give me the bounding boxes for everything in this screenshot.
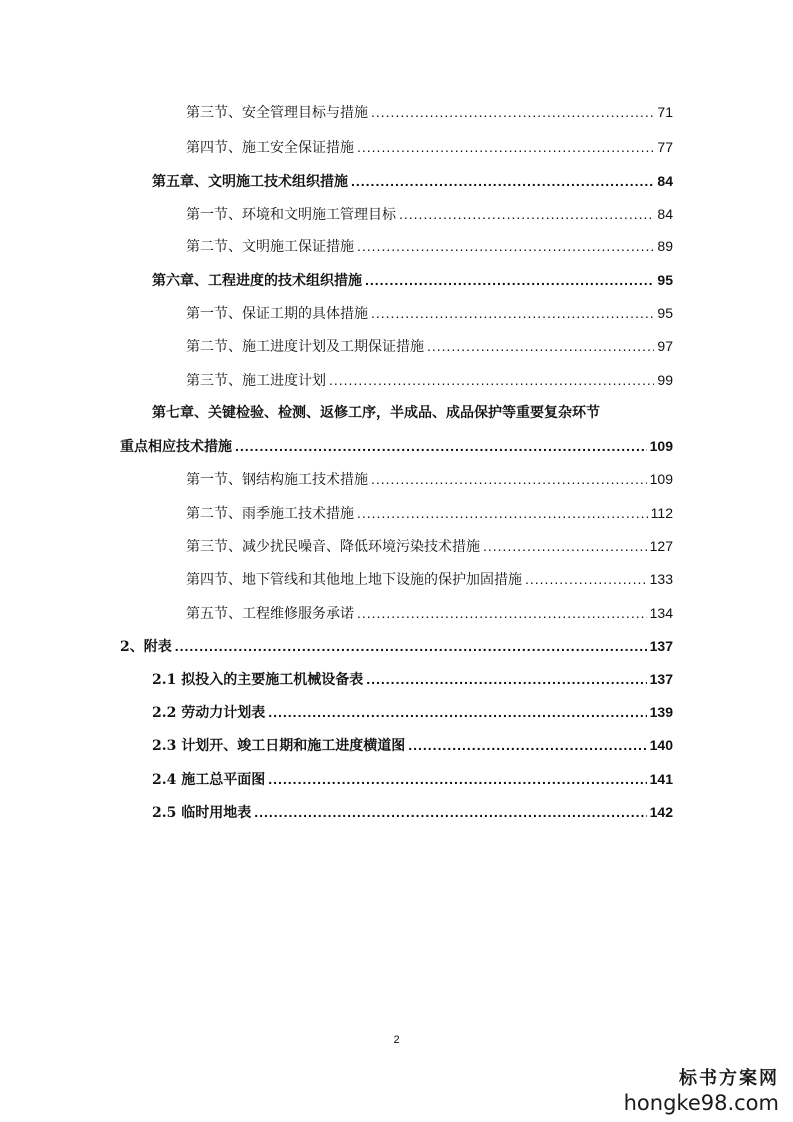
toc-entry-label: 2.4 施工总平面图 xyxy=(152,772,266,788)
dot-leader xyxy=(351,169,654,193)
toc-entry-page: 109 xyxy=(649,438,673,454)
watermark-cn: 标书方案网 xyxy=(679,1068,779,1089)
toc-entry-label: 第四节、地下管线和其他地上地下设施的保护加固措施 xyxy=(186,572,522,588)
toc-entry-page: 77 xyxy=(657,139,673,155)
toc-entry-label: 第五节、工程维修服务承诺 xyxy=(186,606,354,622)
toc-appendix-entry[interactable] xyxy=(120,634,673,658)
toc-entry-page: 127 xyxy=(649,538,673,554)
dot-leader xyxy=(427,334,654,358)
dot-leader xyxy=(357,135,654,159)
toc-entry-page: 137 xyxy=(649,638,673,654)
dot-leader xyxy=(357,234,654,258)
dot-leader xyxy=(235,434,647,458)
toc-entry-label: 第六章、工程进度的技术组织措施 xyxy=(152,273,362,289)
toc-appendix-item[interactable] xyxy=(152,667,673,691)
toc-entry[interactable] xyxy=(186,501,673,525)
toc-entry[interactable] xyxy=(186,601,673,625)
dot-leader xyxy=(175,634,647,658)
dot-leader xyxy=(399,202,654,226)
dot-leader xyxy=(525,567,647,591)
toc-entry-page: 95 xyxy=(657,272,673,288)
watermark-logo xyxy=(624,1068,779,1116)
dot-leader xyxy=(371,100,654,124)
toc-entry[interactable] xyxy=(186,301,673,325)
toc-entry-page: 99 xyxy=(657,372,673,388)
toc-entry-label: 第二节、文明施工保证措施 xyxy=(186,239,354,255)
dot-leader xyxy=(329,368,654,392)
toc-appendix-item[interactable] xyxy=(152,767,673,791)
toc-entry-page: 97 xyxy=(657,338,673,354)
dot-leader xyxy=(365,268,654,292)
dot-leader xyxy=(357,501,648,525)
toc-entry-label: 第三节、减少扰民噪音、降低环境污染技术措施 xyxy=(186,539,480,555)
toc-entry-label: 第三节、安全管理目标与措施 xyxy=(186,105,368,121)
toc-entry-page: 139 xyxy=(649,704,673,720)
toc-entry[interactable] xyxy=(186,100,673,124)
toc-entry-page: 112 xyxy=(650,505,673,521)
toc-entry-page: 141 xyxy=(649,771,673,787)
toc-entry-label: 2.1 拟投入的主要施工机械设备表 xyxy=(152,672,364,688)
dot-leader xyxy=(371,301,654,325)
toc-entry-label: 第二节、雨季施工技术措施 xyxy=(186,506,354,522)
toc-entry-label: 2、附表 xyxy=(120,639,172,655)
toc-entry-page: 140 xyxy=(649,737,673,753)
toc-entry-label: 2.5 临时用地表 xyxy=(152,805,252,821)
toc-entry-label: 第五章、文明施工技术组织措施 xyxy=(152,174,348,190)
toc-entry-label: 第一节、钢结构施工技术措施 xyxy=(186,472,368,488)
dot-leader xyxy=(483,534,647,558)
toc-appendix-item[interactable] xyxy=(152,700,673,724)
dot-leader xyxy=(357,601,647,625)
toc-entry-label: 重点相应技术措施 xyxy=(120,439,232,455)
toc-chapter-entry[interactable] xyxy=(120,434,673,458)
toc-entry-page: 84 xyxy=(657,206,673,222)
watermark-url: hongke98.com xyxy=(623,1091,779,1115)
toc-entry[interactable] xyxy=(186,135,673,159)
toc-entry-label: 第一节、保证工期的具体措施 xyxy=(186,306,368,322)
toc-entry[interactable] xyxy=(186,202,673,226)
toc-entry-page: 109 xyxy=(649,471,673,487)
toc-entry-page: 84 xyxy=(657,173,673,189)
toc-entry-label: 第四节、施工安全保证措施 xyxy=(186,140,354,156)
toc-entry[interactable] xyxy=(186,567,673,591)
page-number: 2 xyxy=(393,1034,400,1046)
toc-entry[interactable] xyxy=(186,368,673,392)
toc-entry-page: 133 xyxy=(649,571,673,587)
dot-leader xyxy=(371,467,647,491)
toc-entry-page: 142 xyxy=(649,804,673,820)
toc-chapter-entry[interactable] xyxy=(152,268,673,292)
toc-appendix-item[interactable] xyxy=(152,800,673,824)
toc-chapter-entry[interactable] xyxy=(152,169,673,193)
toc-entry-label: 第三节、施工进度计划 xyxy=(186,373,326,389)
dot-leader xyxy=(366,667,646,691)
toc-chapter-line[interactable]: 第七章、关键检验、检测、返修工序，半成品、成品保护等重要复杂环节 xyxy=(152,405,600,421)
toc-appendix-item[interactable] xyxy=(152,733,673,757)
dot-leader xyxy=(408,733,646,757)
toc-entry-label: 第一节、环境和文明施工管理目标 xyxy=(186,207,396,223)
toc-entry[interactable] xyxy=(186,467,673,491)
toc-entry[interactable] xyxy=(186,334,673,358)
toc-entry-page: 137 xyxy=(649,671,673,687)
toc-entry-page: 134 xyxy=(649,605,673,621)
toc-entry-label: 2.3 计划开、竣工日期和施工进度横道图 xyxy=(152,738,406,754)
toc-entry-page: 71 xyxy=(657,104,673,120)
toc-entry[interactable] xyxy=(186,234,673,258)
toc-entry-page: 95 xyxy=(657,305,673,321)
toc-entry[interactable] xyxy=(186,534,673,558)
dot-leader xyxy=(268,767,646,791)
toc-entry-label: 2.2 劳动力计划表 xyxy=(152,705,266,721)
toc-entry-label: 第二节、施工进度计划及工期保证措施 xyxy=(186,339,424,355)
dot-leader xyxy=(268,700,646,724)
dot-leader xyxy=(254,800,646,824)
toc-entry-page: 89 xyxy=(657,238,673,254)
